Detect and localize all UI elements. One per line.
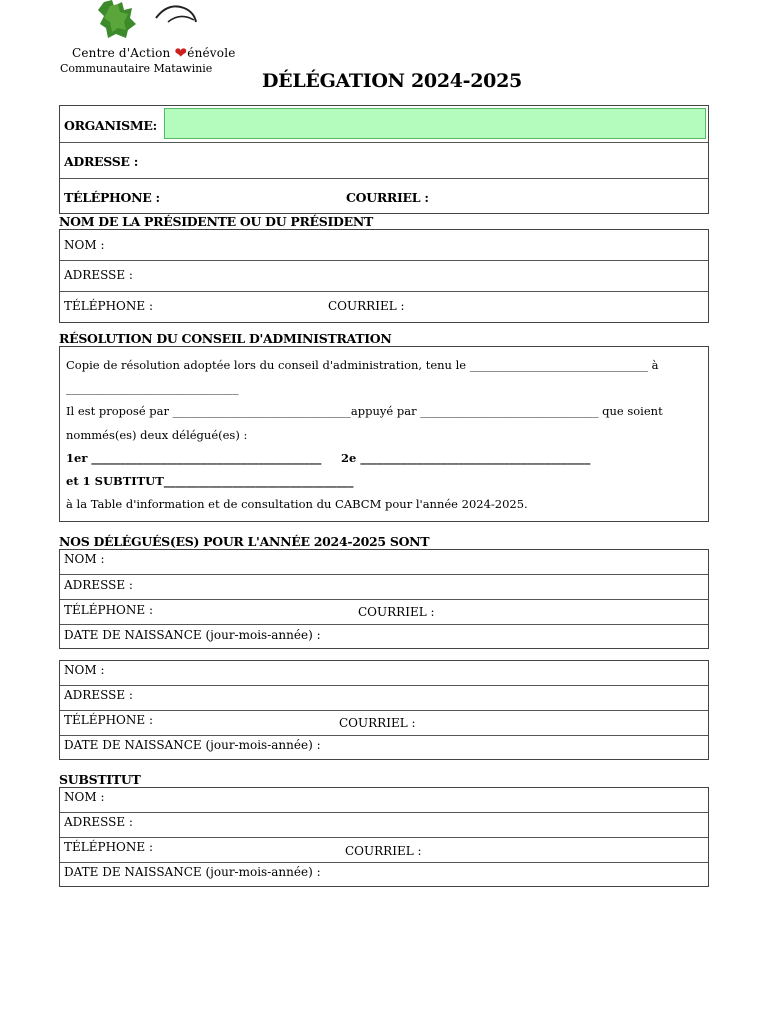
delegate-1-nom-label: NOM : <box>64 552 105 566</box>
delegate-1-courriel-label: COURRIEL : <box>358 605 435 619</box>
delegate-1-contact-row <box>60 600 708 625</box>
logo-leaf-icon <box>98 0 208 44</box>
substitut-nom-label: NOM : <box>64 790 105 804</box>
delegate-2-nom-label: NOM : <box>64 663 105 677</box>
substitut-naissance-label: DATE DE NAISSANCE (jour-mois-année) : <box>64 865 321 879</box>
president-adresse-row <box>60 261 708 292</box>
organization-section <box>59 105 709 214</box>
organization-logo <box>58 0 248 78</box>
delegate-1-naissance-row <box>60 625 708 648</box>
resolution-line-1: Copie de résolution adoptée lors du conseil d'administration, tenu le _______________________________ à <box>66 358 659 372</box>
delegate-2-naissance-row <box>60 736 708 759</box>
org-telephone-label: TÉLÉPHONE : <box>64 190 160 205</box>
president-heading: NOM DE LA PRÉSIDENTE OU DU PRÉSIDENT <box>59 214 373 229</box>
president-telephone-label: TÉLÉPHONE : <box>64 299 153 313</box>
resolution-line-3: Il est proposé par _______________________________appuyé par _______________________________ que soient <box>66 404 663 418</box>
delegate-1-telephone-label: TÉLÉPHONE : <box>64 603 153 617</box>
president-nom-label: NOM : <box>64 238 105 252</box>
resolution-line-2: ______________________________ <box>66 381 239 395</box>
resolution-line-4: nommés(es) deux délégué(es) : <box>66 428 248 442</box>
president-adresse-label: ADRESSE : <box>64 268 133 282</box>
resolution-first-delegate: 1er ________________________________________ <box>66 451 322 465</box>
delegate-2-adresse-row <box>60 686 708 711</box>
substitut-section <box>59 787 709 887</box>
president-nom-row <box>60 230 708 261</box>
organisme-label: ORGANISME: <box>64 118 157 133</box>
delegate-1-nom-row <box>60 550 708 575</box>
substitut-nom-row <box>60 788 708 813</box>
delegate-2-contact-row <box>60 711 708 736</box>
delegate-2-naissance-label: DATE DE NAISSANCE (jour-mois-année) : <box>64 738 321 752</box>
delegate-1-naissance-label: DATE DE NAISSANCE (jour-mois-année) : <box>64 628 321 642</box>
delegate-2-telephone-label: TÉLÉPHONE : <box>64 713 153 727</box>
substitut-heading: SUBSTITUT <box>59 772 141 787</box>
resolution-line-7: à la Table d'information et de consultation du CABCM pour l'année 2024-2025. <box>66 497 528 511</box>
delegates-heading: NOS DÉLÉGUÉS(ES) POUR L'ANNÉE 2024-2025 SONT <box>59 534 430 549</box>
delegate-2-adresse-label: ADRESSE : <box>64 688 133 702</box>
org-adresse-row <box>60 143 708 179</box>
resolution-heading: RÉSOLUTION DU CONSEIL D'ADMINISTRATION <box>59 331 392 346</box>
president-contact-row <box>60 292 708 322</box>
org-contact-row <box>60 179 708 213</box>
delegate-2-section <box>59 660 709 760</box>
resolution-substitut: et 1 SUBTITUT_________________________________ <box>66 474 354 488</box>
org-courriel-label: COURRIEL : <box>346 190 429 205</box>
logo-text-line1: Centre d'Action ❤énévole <box>72 44 236 62</box>
delegate-1-adresse-label: ADRESSE : <box>64 578 133 592</box>
delegate-1-section <box>59 549 709 649</box>
substitut-adresse-label: ADRESSE : <box>64 815 133 829</box>
substitut-courriel-label: COURRIEL : <box>345 844 422 858</box>
organisme-input[interactable] <box>164 108 706 139</box>
resolution-section <box>59 346 709 522</box>
resolution-second-delegate: 2e ________________________________________ <box>341 451 591 465</box>
president-section <box>59 229 709 323</box>
substitut-contact-row <box>60 838 708 863</box>
substitut-adresse-row <box>60 813 708 838</box>
logo-text-line2: Communautaire Matawinie <box>60 62 213 75</box>
substitut-naissance-row <box>60 863 708 886</box>
page-title: DÉLÉGATION 2024-2025 <box>262 70 522 92</box>
delegate-1-adresse-row <box>60 575 708 600</box>
organisme-row <box>60 106 708 143</box>
delegate-2-nom-row <box>60 661 708 686</box>
org-adresse-label: ADRESSE : <box>64 154 139 169</box>
delegate-2-courriel-label: COURRIEL : <box>339 716 416 730</box>
substitut-telephone-label: TÉLÉPHONE : <box>64 840 153 854</box>
president-courriel-label: COURRIEL : <box>328 299 405 313</box>
heart-icon: ❤ <box>174 44 188 62</box>
